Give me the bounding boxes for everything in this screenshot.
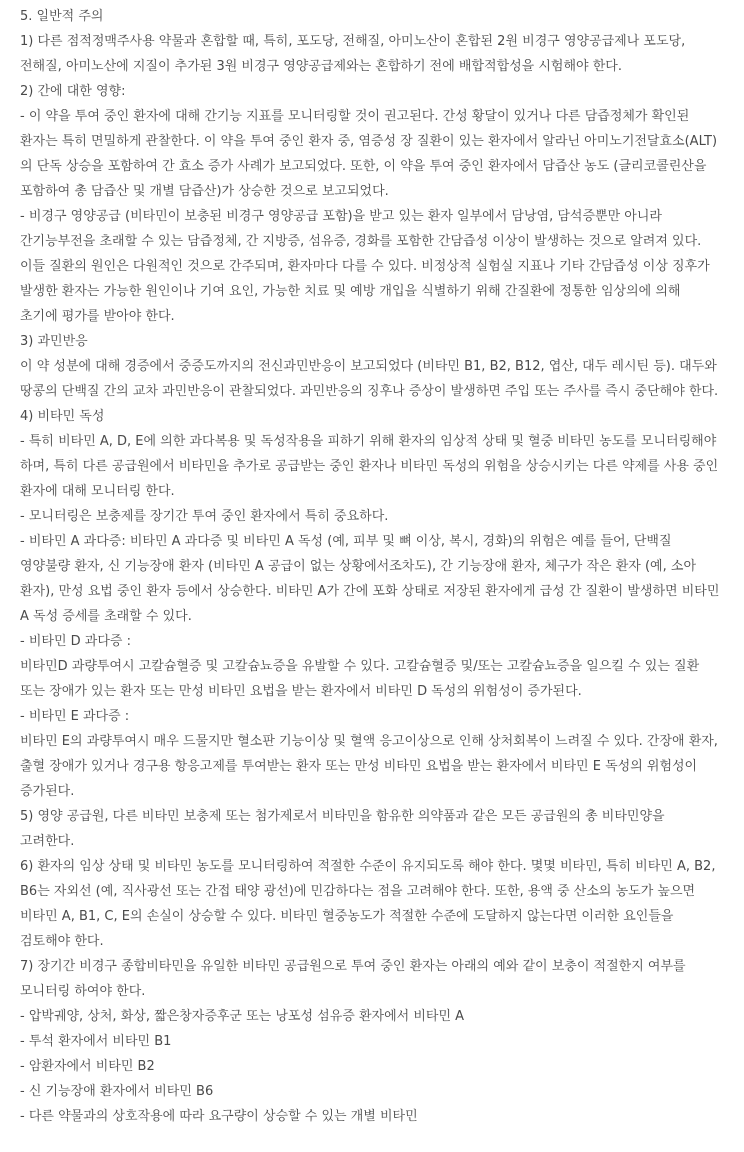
list-item: - 신 기능장애 환자에서 비타민 B6 <box>20 1084 214 1099</box>
paragraph: 이 약 성분에 대해 경증에서 중증도까지의 전신과민반응이 보고되었다 (비타민 B1, B2, B12, 엽산, 대두 레시틴 등). 대두와 땅콩의 단백질 간의 교차 과민반응이 관찰되었다. 과민반응의 징후나 증상이 발생하면 주입 또는 주사를 즉시 중단해야 한다. <box>20 359 719 399</box>
list-item: - 암환자에서 비타민 B2 <box>20 1059 155 1074</box>
list-item: - 투석 환자에서 비타민 B1 <box>20 1034 172 1049</box>
paragraph: 6) 환자의 임상 상태 및 비타민 농도를 모니터링하여 적절한 수준이 유지되도록 해야 한다. 몇몇 비타민, 특히 비타민 A, B2, B6는 자외선 (예, 직사광선 또는 간접 태양 광선)에 민감하다는 점을 고려해야 한다. 또한, 용액 중 산소의 농도가 높으면 비타민 A, B1, C, E의 손실이 상승할 수 있다. 비타민 혈중농도가 적절한 수준에 도달하지 않는다면 이러한 요인들을 검토해야 한다. <box>20 859 716 949</box>
section-heading: 5. 일반적 주의 <box>20 9 104 24</box>
subsection-heading: 4) 비타민 독성 <box>20 409 105 424</box>
paragraph: - 비경구 영양공급 (비타민이 보충된 비경구 영양공급 포함)을 받고 있는 환자 일부에서 담낭염, 담석증뿐만 아니라 간기능부전을 초래할 수 있는 담즙정체, 간 지방증, 섬유증, 경화를 포함한 간담즙성 이상이 발생하는 것으로 알려져 있다. 이들 질환의 원인은 다원적인 것으로 간주되며, 환자마다 다를 수 있다. 비정상적 실험실 지표나 기타 간담즙성 이상 징후가 발생한 환자는 가능한 원인이나 기여 요인, 가능한 치료 및 예방 개입을 식별하기 위해 간질환에 정통한 임상의에 의해 초기에 평가를 받아야 한다. <box>20 209 710 324</box>
subsection-heading: 2) 간에 대한 영향: <box>20 84 126 99</box>
paragraph: 5) 영양 공급원, 다른 비타민 보충제 또는 첨가제로서 비타민을 함유한 의약품과 같은 모든 공급원의 총 비타민양을 고려한다. <box>20 809 665 849</box>
paragraph: 비타민D 과량투여시 고칼슘혈증 및 고칼슘뇨증을 유발할 수 있다. 고칼슘혈증 및/또는 고칼슘뇨증을 일으킬 수 있는 질환 또는 장애가 있는 환자 또는 만성 비타민 요법을 받는 환자에서 비타민 D 독성의 위험성이 증가된다. <box>20 659 700 699</box>
paragraph: 7) 장기간 비경구 종합비타민을 유일한 비타민 공급원으로 투여 중인 환자는 아래의 예와 같이 보충이 적절한지 여부를 모니터링 하여야 한다. <box>20 959 686 999</box>
paragraph: - 이 약을 투여 중인 환자에 대해 간기능 지표를 모니터링할 것이 권고된다. 간성 황달이 있거나 다른 담즙정체가 확인된 환자는 특히 면밀하게 관찰한다. 이 약을 투여 중인 환자 중, 염증성 장 질환이 있는 환자에서 알라닌 아미노기전달효소(ALT)의 단독 상승을 포함하여 간 효소 증가 사례가 보고되었다. 또한, 이 약을 투여 중인 환자에서 담즙산 농도 (글리코콜린산을 포함하여 총 담즙산 및 개별 담즙산)가 상승한 것으로 보고되었다. <box>20 109 718 199</box>
subsection-heading: 3) 과민반응 <box>20 334 88 349</box>
list-item: - 압박궤양, 상처, 화상, 짧은창자증후군 또는 낭포성 섬유증 환자에서 비타민 A <box>20 1009 465 1024</box>
list-item: - 다른 약물과의 상호작용에 따라 요구량이 상승할 수 있는 개별 비타민 <box>20 1109 418 1124</box>
paragraph: 비타민 E의 과량투여시 매우 드물지만 혈소판 기능이상 및 혈액 응고이상으로 인해 상처회복이 느려질 수 있다. 간장애 환자, 출혈 장애가 있거나 경구용 항응고제를 투여받는 환자 또는 만성 비타민 요법을 받는 환자에서 비타민 E 독성의 위험성이 증가된다. <box>20 734 718 799</box>
list-heading: - 비타민 D 과다증 : <box>20 634 131 649</box>
list-heading: - 비타민 E 과다증 : <box>20 709 130 724</box>
paragraph: 1) 다른 점적정맥주사용 약물과 혼합할 때, 특히, 포도당, 전해질, 아미노산이 혼합된 2원 비경구 영양공급제나 포도당, 전해질, 아미노산에 지질이 추가된 3원 비경구 영양공급제와는 혼합하기 전에 배합적합성을 시험해야 한다. <box>20 34 686 74</box>
paragraph: - 특히 비타민 A, D, E에 의한 과다복용 및 독성작용을 피하기 위해 환자의 임상적 상태 및 혈중 비타민 농도를 모니터링해야 하며, 특히 다른 공급원에서 비타민을 추가로 공급받는 중인 환자나 비타민 독성의 위험을 상승시키는 다른 약제를 사용 중인 환자에 대해 모니터링 한다. <box>20 434 719 499</box>
paragraph: - 모니터링은 보충제를 장기간 투여 중인 환자에서 특히 중요하다. <box>20 509 389 524</box>
paragraph: - 비타민 A 과다증: 비타민 A 과다증 및 비타민 A 독성 (예, 피부 및 뼈 이상, 복시, 경화)의 위험은 예를 들어, 단백질 영양불량 환자, 신 기능장애 환자 (비타민 A 공급이 없는 상황에서조차도), 간 기능장애 환자, 체구가 작은 환자 (예, 소아 환자), 만성 요법 중인 환자 등에서 상승한다. 비타민 A가 간에 포화 상태로 저장된 환자에게 급성 간 질환이 발생하면 비타민 A 독성 증세를 초래할 수 있다. <box>20 534 720 624</box>
